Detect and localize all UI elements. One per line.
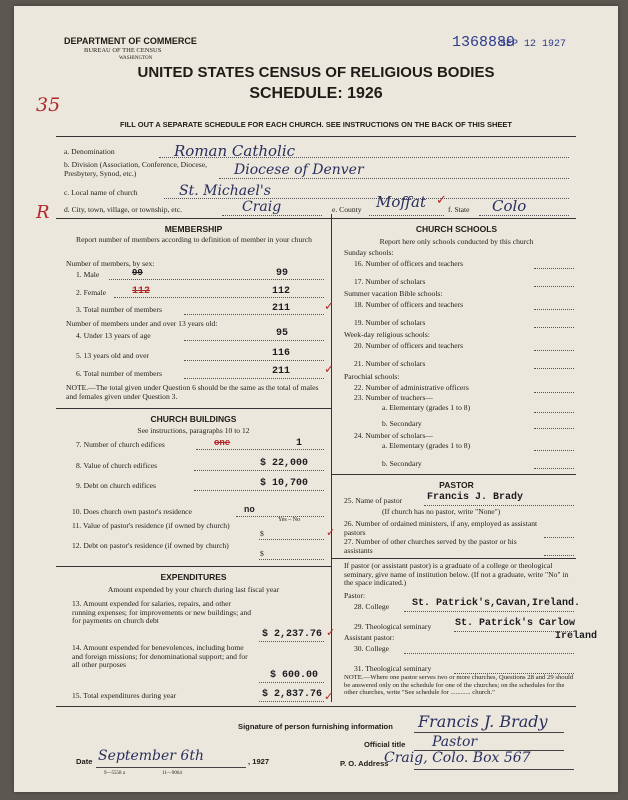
q15-label: 15. Total expenditures during year — [72, 691, 177, 700]
check-mark-icon: ✓ — [326, 527, 336, 539]
q15-value: $ 2,837.76 — [262, 689, 323, 700]
q1-label: 1. Male — [76, 270, 100, 279]
check-mark-icon: ✓ — [436, 192, 447, 207]
date-year: , 1927 — [248, 757, 270, 766]
bureau-label: BUREAU OF THE CENSUS — [84, 47, 162, 54]
received-stamp-number: 1368889 — [452, 34, 516, 51]
expenditures-intro: Amount expended by your church during last fiscal year — [107, 585, 280, 594]
schedule-title: SCHEDULE: 1926 — [249, 85, 383, 102]
q21-label: 21. Number of scholars — [354, 359, 426, 368]
q1-value: 99 — [276, 268, 289, 279]
local-name-label: c. Local name of church — [64, 188, 138, 197]
state-label: f. State — [448, 205, 470, 214]
pastor-sublabel: Pastor: — [344, 591, 366, 600]
form-number: 9—5558 a — [104, 771, 125, 776]
q3-label: 3. Total number of members — [76, 305, 163, 314]
county-value: Moffat — [376, 193, 426, 211]
division-value: Diocese of Denver — [234, 162, 364, 178]
city-label: WASHINGTON — [119, 56, 153, 61]
form-title: UNITED STATES CENSUS OF RELIGIOUS BODIES — [137, 64, 495, 81]
census-form-page — [14, 6, 618, 792]
q18-label: 18. Number of officers and teachers — [354, 300, 464, 309]
q13-value: $ 2,237.76 — [262, 629, 323, 640]
q24a-label: a. Elementary (grades 1 to 8) — [382, 441, 471, 450]
q1-struck: 99 — [132, 268, 143, 278]
buildings-intro: See instructions, paragraphs 10 to 12 — [137, 426, 250, 435]
r-mark: R — [36, 202, 50, 223]
q5-value: 116 — [272, 348, 291, 359]
q2-label: 2. Female — [76, 288, 106, 297]
check-mark-icon: ✓ — [324, 691, 334, 703]
q19-label: 19. Number of scholars — [354, 318, 426, 327]
sunday-label: Sunday schools: — [344, 248, 394, 257]
q14-label: 14. Amount expended for benevolences, including home and foreign missions; for denominational support; and for all other purposes — [72, 643, 248, 670]
membership-title: MEMBERSHIP — [164, 224, 223, 234]
address-label: P. O. Address — [340, 759, 389, 768]
denomination-value: Roman Catholic — [174, 142, 296, 160]
q26-label: 26. Number of ordained ministers, if any, employed as assistant pastors — [344, 519, 538, 537]
official-title-value: Pastor — [432, 734, 478, 750]
check-mark-icon: ✓ — [324, 299, 335, 313]
q11-value: $ — [260, 529, 264, 538]
q6-label: 6. Total number of members — [76, 369, 163, 378]
q14-value: $ 600.00 — [270, 670, 319, 681]
q16-label: 16. Number of officers and teachers — [354, 259, 464, 268]
official-title-label: Official title — [364, 740, 406, 749]
by-sex-label: Number of members, by sex: — [66, 259, 155, 268]
city-value: Craig — [242, 199, 282, 215]
q9-value: $ 10,700 — [260, 478, 309, 489]
q7-label: 7. Number of church edifices — [76, 440, 165, 449]
q25-note: (If church has no pastor, write "None") — [382, 507, 501, 516]
assistant-label: Assistant pastor: — [344, 633, 395, 642]
schools-title: CHURCH SCHOOLS — [415, 224, 498, 234]
membership-intro: Report number of members according to definition of member in your church — [76, 235, 312, 244]
form-number-2: 11—9064 — [162, 771, 182, 776]
pastor-title: PASTOR — [439, 480, 474, 490]
q10-value: no — [244, 505, 255, 515]
received-stamp-date: SEP 12 1927 — [500, 39, 567, 50]
q30-label: 30. College — [354, 644, 390, 653]
date-value: September 6th — [98, 748, 204, 764]
local-name-value: St. Michael's — [179, 183, 271, 199]
q7-struck: one — [214, 438, 231, 448]
date-label: Date — [76, 757, 93, 766]
q27-label: 27. Number of other churches served by the pastor or his assistants — [344, 537, 517, 555]
q23a-label: a. Elementary (grades 1 to 8) — [382, 403, 471, 412]
q8-value: $ 22,000 — [260, 458, 309, 469]
county-label: e. County — [332, 205, 362, 214]
q29-label: 29. Theological seminary — [354, 622, 432, 631]
q25-label: 25. Name of pastor — [344, 496, 403, 505]
signature-label: Signature of person furnishing information — [238, 722, 393, 731]
city-label: d. City, town, village, or township, etc. — [64, 205, 183, 214]
schools-intro: Report here only schools conducted by this church — [379, 237, 534, 246]
summer-label: Summer vacation Bible schools: — [344, 289, 443, 298]
expenditures-title: EXPENDITURES — [160, 572, 227, 582]
age-intro: Number of members under and over 13 years old: — [66, 319, 218, 328]
q10-label: 10. Does church own pastor's residence — [72, 507, 192, 516]
q12-label: 12. Debt on pastor's residence (if owned by church) — [72, 541, 229, 550]
q29-value: St. Patrick's Carlow — [455, 618, 576, 629]
q23b-label: b. Secondary — [382, 419, 422, 428]
q25-value: Francis J. Brady — [427, 492, 524, 503]
membership-note: NOTE.—The total given under Question 6 should be the same as the total of males and females given under Question 3. — [66, 383, 319, 401]
dept-label: DEPARTMENT OF COMMERCE — [64, 36, 197, 46]
q2-struck: 112 — [132, 286, 151, 297]
q2-value: 112 — [272, 286, 291, 297]
q4-label: 4. Under 13 years of age — [76, 331, 151, 340]
q5-label: 5. 13 years old and over — [76, 351, 149, 360]
q8-label: 8. Value of church edifices — [76, 461, 158, 470]
q12-value: $ — [260, 549, 264, 558]
q31-label: 31. Theological seminary — [354, 664, 432, 673]
q23-label: 23. Number of teachers— — [354, 393, 433, 402]
q24b-label: b. Secondary — [382, 459, 422, 468]
check-mark-icon: ✓ — [326, 627, 336, 639]
buildings-title: CHURCH BUILDINGS — [150, 414, 237, 424]
q13-label: 13. Amount expended for salaries, repairs, and other running expenses; for improvements or new buildings; and for payments on church debt — [72, 599, 252, 626]
graduate-note: If pastor (or assistant pastor) is a graduate of a college or theological seminary, give name of institution below. (If not a graduate, write "No" in the space indicated.) — [344, 561, 569, 588]
q3-value: 211 — [272, 303, 291, 314]
margin-note: 35 — [36, 94, 61, 116]
denomination-label: a. Denomination — [64, 147, 115, 156]
instructions-line: FILL OUT A SEPARATE SCHEDULE FOR EACH CHURCH. SEE INSTRUCTIONS ON THE BACK OF THIS SHEET — [120, 120, 512, 129]
q17-label: 17. Number of scholars — [354, 277, 426, 286]
q20-label: 20. Number of officers and teachers — [354, 341, 464, 350]
division-label: b. Division (Association, Conference, Diocese, Presbytery, Synod, etc.) — [64, 160, 207, 178]
q6-value: 211 — [272, 366, 291, 377]
q29-value-2: Ireland — [555, 631, 598, 642]
q22-label: 22. Number of administrative officers — [354, 383, 469, 392]
parochial-label: Parochial schools: — [344, 372, 400, 381]
signature-value: Francis J. Brady — [418, 712, 548, 731]
pastor-note: NOTE.—Where one pastor serves two or more churches, Questions 28 and 29 should be answered only on the schedule for one of the churches; on the schedules for the other churches, write "See schedule for ............ church." — [344, 674, 574, 697]
q4-value: 95 — [276, 328, 289, 339]
weekday-label: Week-day religious schools: — [344, 330, 430, 339]
q28-label: 28. College — [354, 602, 390, 611]
address-value: Craig, Colo. Box 567 — [384, 750, 531, 766]
q24-label: 24. Number of scholars— — [354, 431, 433, 440]
q11-label: 11. Value of pastor's residence (if owned by church) — [72, 521, 230, 530]
q7-value: 1 — [296, 438, 303, 449]
state-value: Colo — [492, 197, 527, 215]
q28-value: St. Patrick's,Cavan,Ireland. — [412, 598, 581, 609]
q9-label: 9. Debt on church edifices — [76, 481, 156, 490]
q10-options: Yes – No — [278, 517, 301, 523]
check-mark-icon: ✓ — [324, 362, 335, 376]
